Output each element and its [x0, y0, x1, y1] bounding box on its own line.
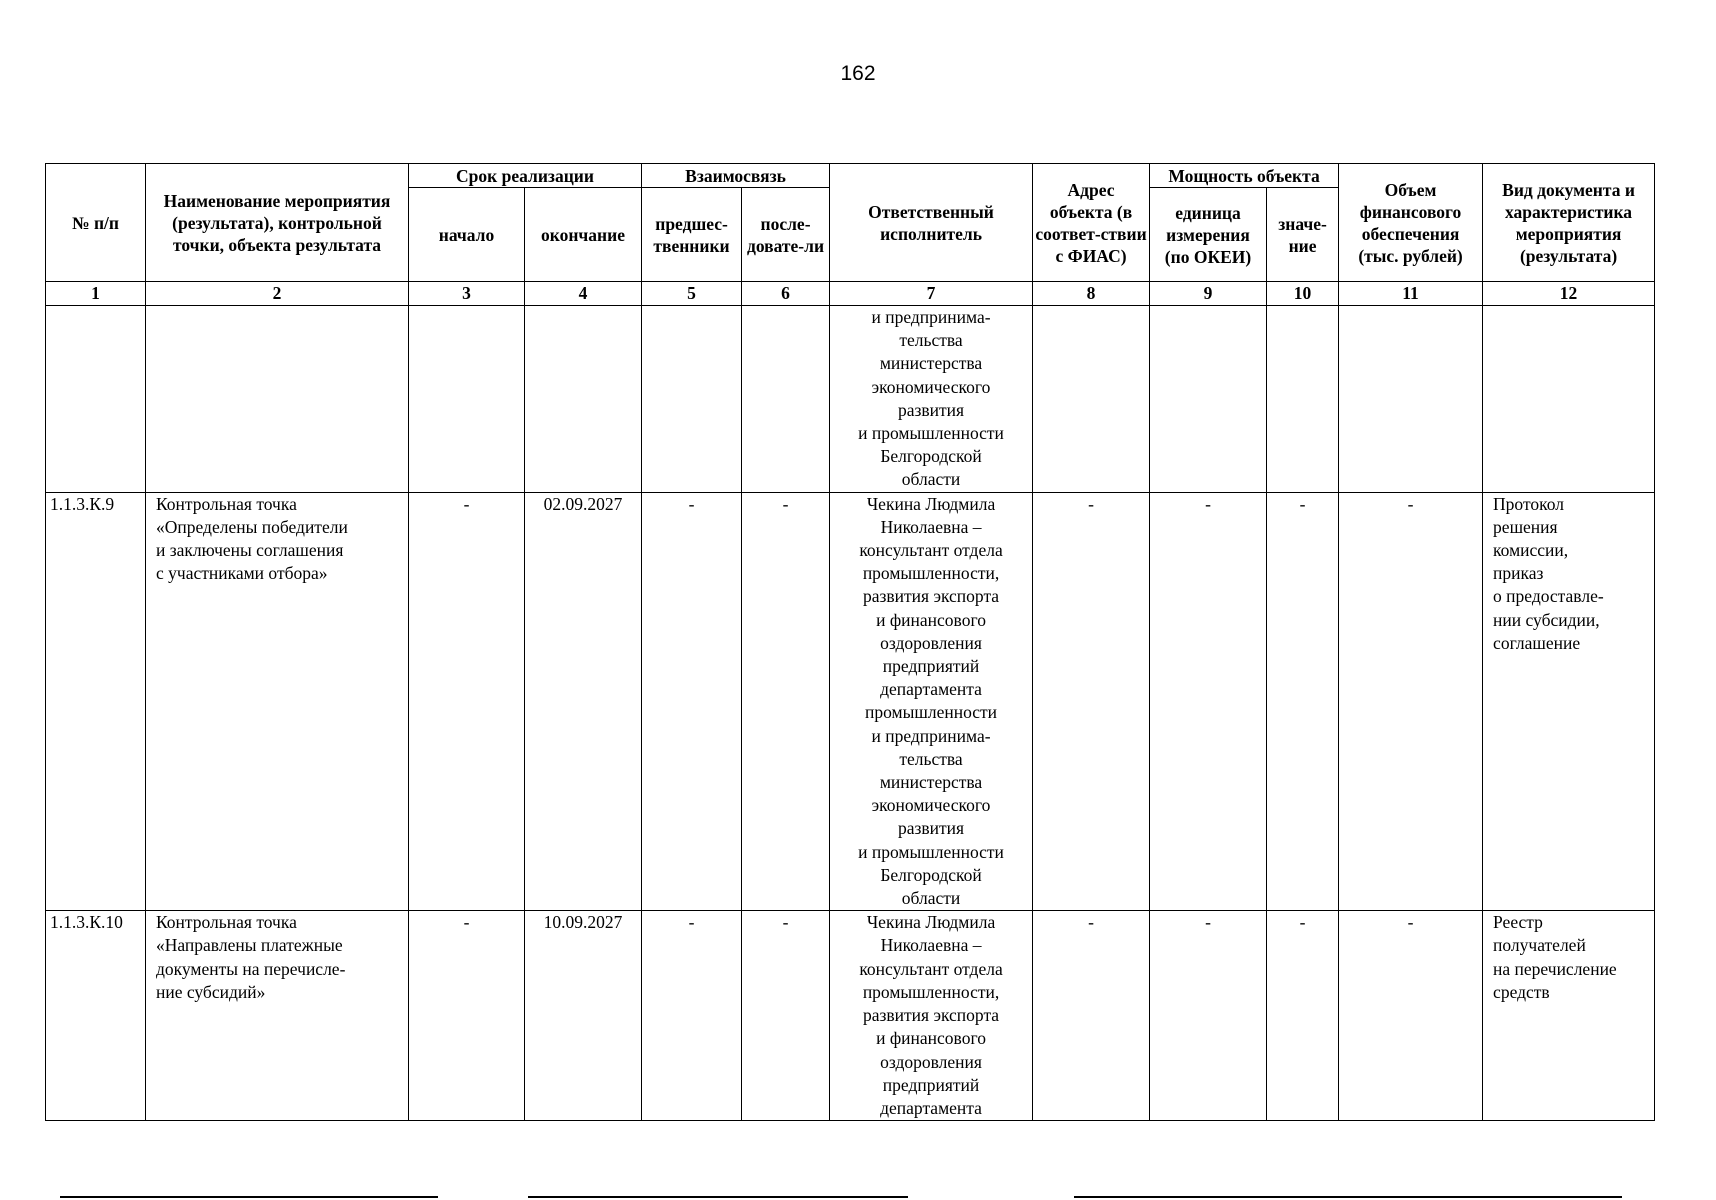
cell-successors [742, 306, 830, 493]
cell-finance: - [1339, 492, 1483, 911]
cell-event-name [146, 306, 409, 493]
column-number: 11 [1339, 282, 1483, 306]
header-responsible: Ответственный исполнитель [830, 164, 1033, 282]
cell-document [1483, 306, 1655, 493]
cell-start [409, 306, 525, 493]
table-row [46, 492, 1655, 911]
page-number: 162 [840, 62, 876, 85]
cell-number: 1.1.3.К.10 [46, 911, 146, 1121]
cell-responsible: Чекина Людмила Николаевна – консультант отдела промышленности, развития экспорта и финансового оздоровления предприятий департамента промышленности и предпринима- тельства министерства экономического развития и промышленности Белгородской области [830, 492, 1033, 911]
column-number: 8 [1033, 282, 1150, 306]
table-body [46, 306, 1655, 1121]
cell-event-name: Контрольная точка «Направлены платежные документы на перечисле- ние субсидий» [146, 911, 409, 1121]
header-unit: единица измерения (по ОКЕИ) [1150, 188, 1267, 282]
header-group-link: Взаимосвязь [642, 164, 830, 188]
header-event-name: Наименование мероприятия (результата), контрольной точки, объекта результата [146, 164, 409, 282]
footer-rule-right [1074, 1196, 1622, 1198]
cell-start: - [409, 492, 525, 911]
cell-number: 1.1.3.К.9 [46, 492, 146, 911]
header-successors: после-довате-ли [742, 188, 830, 282]
cell-document: Реестр получателей на перечисление средств [1483, 911, 1655, 1121]
header-number: № п/п [46, 164, 146, 282]
header-address: Адрес объекта (в соответ-ствии с ФИАС) [1033, 164, 1150, 282]
header-value: значе-ние [1267, 188, 1339, 282]
column-number: 7 [830, 282, 1033, 306]
cell-start: - [409, 911, 525, 1121]
header-group-term: Срок реализации [409, 164, 642, 188]
column-number: 9 [1150, 282, 1267, 306]
column-number-row [46, 282, 1655, 306]
cell-end [525, 306, 642, 493]
column-number: 6 [742, 282, 830, 306]
column-number: 2 [146, 282, 409, 306]
column-number: 12 [1483, 282, 1655, 306]
cell-finance: - [1339, 911, 1483, 1121]
cell-end: 02.09.2027 [525, 492, 642, 911]
cell-finance [1339, 306, 1483, 493]
column-number: 5 [642, 282, 742, 306]
cell-predecessors: - [642, 492, 742, 911]
cell-predecessors [642, 306, 742, 493]
header-finance: Объем финансового обеспечения (тыс. рублей) [1339, 164, 1483, 282]
cell-number [46, 306, 146, 493]
cell-value: - [1267, 492, 1339, 911]
cell-unit: - [1150, 492, 1267, 911]
column-number: 4 [525, 282, 642, 306]
cell-predecessors: - [642, 911, 742, 1121]
cell-successors: - [742, 911, 830, 1121]
header-predecessors: предшес-твенники [642, 188, 742, 282]
table-row [46, 911, 1655, 1121]
footer-rule-left [60, 1196, 438, 1198]
header-document: Вид документа и характеристика мероприятия (результата) [1483, 164, 1655, 282]
header-end: окончание [525, 188, 642, 282]
header-start: начало [409, 188, 525, 282]
table-header [46, 164, 1655, 306]
footer-rule-middle [528, 1196, 908, 1198]
column-number: 10 [1267, 282, 1339, 306]
table-row [46, 306, 1655, 493]
cell-document: Протокол решения комиссии, приказ о предоставле- нии субсидии, соглашение [1483, 492, 1655, 911]
implementation-plan-table [45, 163, 1655, 1121]
cell-successors: - [742, 492, 830, 911]
cell-address [1033, 306, 1150, 493]
cell-value: - [1267, 911, 1339, 1121]
cell-address: - [1033, 492, 1150, 911]
cell-value [1267, 306, 1339, 493]
cell-responsible: Чекина Людмила Николаевна – консультант отдела промышленности, развития экспорта и финансового оздоровления предприятий департамента [830, 911, 1033, 1121]
cell-address: - [1033, 911, 1150, 1121]
cell-responsible: и предпринима- тельства министерства экономического развития и промышленности Белгородской области [830, 306, 1033, 493]
column-number: 3 [409, 282, 525, 306]
cell-unit [1150, 306, 1267, 493]
cell-end: 10.09.2027 [525, 911, 642, 1121]
column-number: 1 [46, 282, 146, 306]
cell-event-name: Контрольная точка «Определены победители и заключены соглашения с участниками отбора» [146, 492, 409, 911]
header-group-power: Мощность объекта [1150, 164, 1339, 188]
cell-unit: - [1150, 911, 1267, 1121]
